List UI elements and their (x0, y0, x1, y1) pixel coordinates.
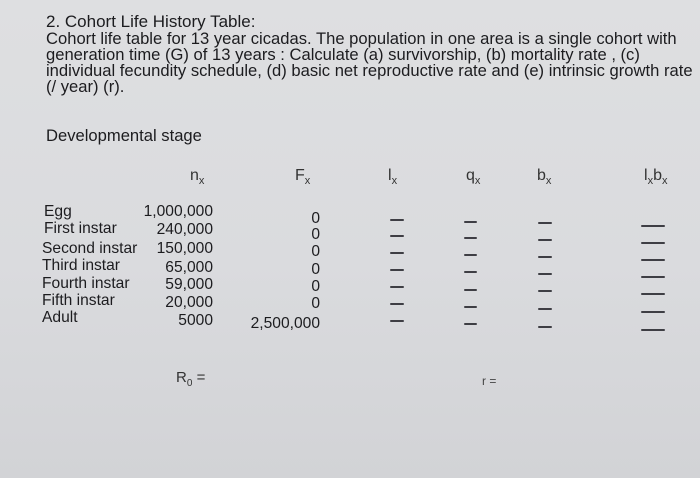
question-text: Cohort life table for 13 year cicadas. The population in one area is a single cohort with generation time (G) of 13 years : Calculate (a) survivorship, (b) mortality rate , (c) individual fecundity schedule, (d) basic net reproductive rate and (e) intrinsic growth rate (/ year) (r). (46, 29, 693, 96)
fx-value: 0 (311, 210, 320, 227)
nx-value: 1,000,000 (143, 203, 213, 220)
stage-label: Second instar (42, 240, 138, 257)
bx-answer-blank[interactable] (538, 222, 552, 224)
qx-answer-blank[interactable] (464, 221, 477, 223)
stage-label: First instar (44, 220, 117, 237)
qx-answer-blank[interactable] (464, 289, 477, 291)
stage-label: Third instar (42, 257, 120, 274)
lx-answer-blank[interactable] (390, 235, 404, 237)
bx-column-header: $b_x$ (537, 167, 552, 188)
qx-answer-blank[interactable] (464, 237, 477, 239)
lx-answer-blank[interactable] (390, 286, 404, 288)
lxbx-answer-blank[interactable] (641, 329, 665, 331)
r0-label: $R_0$ = (176, 369, 206, 389)
fx-value: 0 (311, 278, 320, 295)
stage-label: Egg (44, 203, 72, 220)
fx-value: 0 (311, 226, 320, 243)
fx-value: 0 (311, 243, 320, 260)
stage-label: Fifth instar (42, 292, 115, 309)
lx-answer-blank[interactable] (390, 252, 404, 254)
fx-value: 2,500,000 (250, 315, 320, 332)
nx-value: 150,000 (156, 240, 213, 257)
qx-column-header: $q_x$ (466, 167, 481, 188)
lxbx-answer-blank[interactable] (641, 225, 665, 227)
lx-answer-blank[interactable] (390, 219, 404, 221)
r-label: r = (482, 374, 497, 388)
qx-answer-blank[interactable] (464, 323, 477, 325)
bx-answer-blank[interactable] (538, 290, 552, 292)
nx-value: 240,000 (156, 221, 213, 238)
bx-answer-blank[interactable] (538, 326, 552, 328)
question-title: 2. Cohort Life History Table: (46, 12, 256, 31)
nx-column-header: $n_x$ (190, 167, 205, 188)
lxbx-answer-blank[interactable] (641, 293, 665, 295)
lxbx-column-header: $l_xb_x$ (644, 167, 668, 188)
lxbx-answer-blank[interactable] (641, 311, 665, 313)
nx-value: 65,000 (165, 259, 213, 276)
lxbx-answer-blank[interactable] (641, 259, 665, 261)
developmental-stage-label: Developmental stage (46, 126, 202, 145)
fx-column-header: $F_x$ (295, 167, 311, 188)
stage-label: Fourth instar (42, 275, 130, 292)
nx-value: 5000 (178, 312, 213, 329)
stage-label: Adult (42, 309, 78, 326)
qx-answer-blank[interactable] (464, 271, 477, 273)
lx-column-header: $l_x$ (388, 167, 398, 188)
nx-value: 20,000 (165, 294, 213, 311)
nx-value: 59,000 (165, 276, 213, 293)
lxbx-answer-blank[interactable] (641, 276, 665, 278)
bx-answer-blank[interactable] (538, 239, 552, 241)
fx-value: 0 (311, 261, 320, 278)
bx-answer-blank[interactable] (538, 256, 552, 258)
lx-answer-blank[interactable] (390, 320, 404, 322)
qx-answer-blank[interactable] (464, 254, 477, 256)
lxbx-answer-blank[interactable] (641, 242, 665, 244)
fx-value: 0 (311, 295, 320, 312)
lx-answer-blank[interactable] (390, 303, 404, 305)
lx-answer-blank[interactable] (390, 269, 404, 271)
bx-answer-blank[interactable] (538, 308, 552, 310)
bx-answer-blank[interactable] (538, 273, 552, 275)
qx-answer-blank[interactable] (464, 306, 477, 308)
